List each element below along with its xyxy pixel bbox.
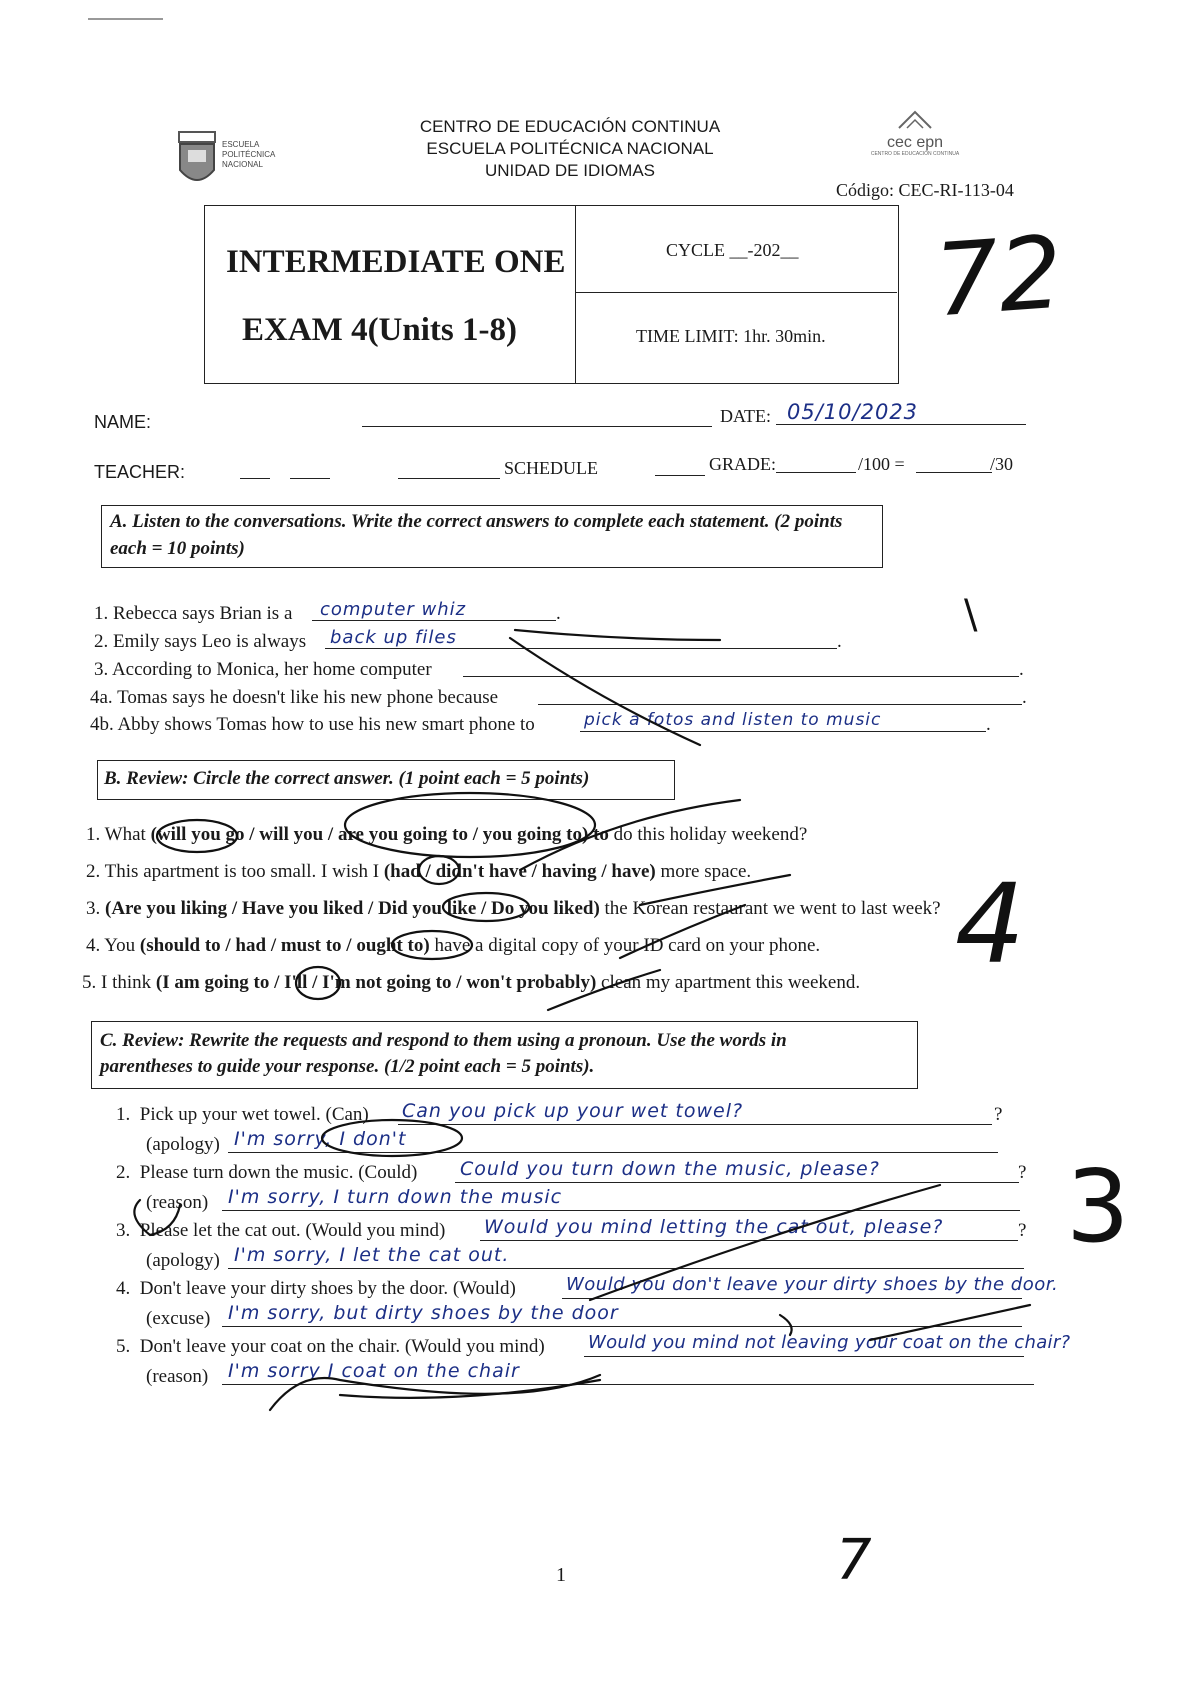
item-end: ?: [1018, 1220, 1027, 1241]
teacher-line: [290, 478, 330, 479]
item-text: Abby shows Tomas how to use his new smart phone to: [117, 714, 535, 735]
item-prompt: Don't leave your coat on the chair. (Would you mind): [139, 1336, 545, 1357]
answer-line: [580, 731, 986, 732]
item-end: ?: [994, 1104, 1003, 1125]
section-c-mark: 3: [1066, 1148, 1130, 1265]
answer-line: [562, 1298, 1022, 1299]
answer-line: [480, 1240, 1018, 1241]
item-suffix: do this holiday weekend?: [608, 824, 808, 845]
response-label: (apology): [146, 1134, 220, 1155]
item-end: .: [986, 714, 991, 735]
item-number: 3.: [116, 1220, 131, 1241]
item-prompt: Pick up your wet towel. (Can): [139, 1104, 369, 1125]
response-label: (reason): [146, 1366, 209, 1387]
answer-line: [538, 704, 1022, 705]
section-a-item: [90, 714, 535, 736]
section-c-item: [116, 1220, 445, 1242]
title-box-divider: [575, 205, 576, 384]
item-number: 3.: [86, 898, 101, 919]
item-prefix: What: [104, 824, 151, 845]
logo-text-line: ESCUELA: [222, 140, 260, 149]
document-code: Código: CEC-RI-113-04: [836, 180, 1014, 200]
item-number: 2.: [94, 631, 109, 652]
section-b-mark: 4: [955, 860, 1025, 988]
section-c-item: [116, 1278, 516, 1300]
cec-logo: [860, 108, 970, 168]
answer-c2[interactable]: Could you turn down the music, please?: [460, 1158, 880, 1180]
item-prefix: I think: [101, 972, 156, 993]
cec-logo-text: cec epn: [886, 134, 944, 151]
shield-icon: [176, 130, 218, 192]
section-c-title-line2: parentheses to guide your response. (1/2 point each = 5 points).: [100, 1056, 595, 1077]
teacher-line: [398, 478, 500, 479]
response-c5[interactable]: I'm sorry I coat on the chair: [228, 1360, 520, 1382]
title-box: [204, 205, 899, 384]
section-c-item: [116, 1336, 545, 1358]
item-text: Emily says Leo is always: [113, 631, 307, 652]
answer-c1[interactable]: Can you pick up your wet towel?: [402, 1100, 744, 1122]
item-number: 4.: [86, 935, 101, 956]
answer-line: [222, 1326, 1022, 1327]
epn-logo: [176, 130, 276, 192]
roof-icon: [895, 108, 935, 130]
item-number: 4a.: [90, 687, 113, 708]
logo-text-line: NACIONAL: [222, 160, 263, 169]
institution-header: [400, 116, 740, 182]
item-number: 5.: [116, 1336, 131, 1357]
grade-suffix-30: /30: [990, 454, 1014, 474]
choice-group[interactable]: (had / didn't have / having / have): [383, 861, 656, 882]
date-label: DATE:: [720, 406, 771, 426]
answer-c4[interactable]: Would you don't leave your dirty shoes by the door.: [566, 1274, 1059, 1295]
item-suffix: the Korean restaurant we went to last week?: [599, 898, 941, 919]
grade-suffix-100: /100 =: [858, 454, 905, 474]
section-a-title: A. Listen to the conversations. Write the correct answers to complete each statement. (2 points each = 10 points): [110, 511, 843, 559]
choice-group[interactable]: (Are you liking / Have you liked / Did you like / Do you liked): [105, 898, 600, 919]
grade-label: GRADE:: [709, 454, 776, 474]
title-box-hdivider: [576, 292, 897, 293]
answer-line: [455, 1182, 1019, 1183]
item-text: Tomas says he doesn't like his new phone because: [117, 687, 499, 708]
item-prompt: Please let the cat out. (Would you mind): [139, 1220, 446, 1241]
answer-line: [463, 676, 1019, 677]
choice-group[interactable]: (I am going to / I'll / I'm not going to / won't probably): [155, 972, 597, 993]
item-number: 3.: [94, 659, 109, 680]
item-number: 2.: [86, 861, 101, 882]
schedule-label: SCHEDULE: [504, 458, 598, 478]
item-prefix: This apartment is too small. I wish I: [104, 861, 384, 882]
total-grade-mark: 72: [931, 213, 1067, 340]
answer-line: [228, 1152, 998, 1153]
item-number: 1.: [116, 1104, 131, 1125]
item-suffix: more space.: [655, 861, 752, 882]
answer-line: [222, 1384, 1034, 1385]
item-number: 1.: [94, 603, 109, 624]
section-b-item: [86, 824, 807, 846]
date-value: 05/10/2023: [787, 400, 919, 424]
section-a-item: [94, 603, 292, 625]
answer-c3[interactable]: Would you mind letting the cat out, please?: [484, 1216, 944, 1238]
section-b-title: B. Review: Circle the correct answer. (1 point each = 5 points): [104, 768, 590, 789]
answer-a1[interactable]: computer whiz: [320, 599, 467, 620]
answer-a4b[interactable]: pick a fotos and listen to music: [584, 710, 882, 730]
institution-line: UNIDAD DE IDIOMAS: [484, 161, 656, 180]
section-a-item: [94, 659, 432, 681]
response-c4[interactable]: I'm sorry, but dirty shoes by the door: [228, 1302, 619, 1324]
section-b-item: [82, 972, 860, 994]
item-suffix: clean my apartment this weekend.: [596, 972, 861, 993]
section-a-item: [94, 631, 306, 653]
cycle-label: CYCLE __-202__: [666, 240, 799, 260]
answer-line: [584, 1356, 1024, 1357]
bottom-mark: 7: [836, 1528, 872, 1593]
item-number: 4.: [116, 1278, 131, 1299]
grade-line: [916, 472, 992, 473]
scan-mark: [88, 18, 163, 20]
item-text: Rebecca says Brian is a: [113, 603, 293, 624]
response-label: (excuse): [146, 1308, 211, 1329]
section-a-mark: \: [964, 592, 978, 638]
item-end: ?: [1018, 1162, 1027, 1183]
section-a-item: [90, 687, 498, 709]
section-b-item: [86, 935, 820, 957]
item-prefix: You: [104, 935, 140, 956]
item-prompt: Don't leave your dirty shoes by the door. (Would): [139, 1278, 516, 1299]
answer-a2[interactable]: back up files: [330, 627, 457, 648]
page-number: 1: [556, 1564, 566, 1586]
section-b-item: [86, 898, 941, 920]
item-number: 1.: [86, 824, 101, 845]
schedule-line: [655, 475, 705, 476]
section-c-item: [116, 1162, 417, 1184]
answer-c5[interactable]: Would you mind not leaving your coat on the chair?: [588, 1332, 1071, 1353]
teacher-line: [240, 478, 270, 479]
item-number: 2.: [116, 1162, 131, 1183]
response-label: (reason): [146, 1192, 209, 1213]
answer-line: [228, 1268, 1024, 1269]
item-end: .: [837, 631, 842, 652]
teacher-label: TEACHER:: [94, 462, 186, 482]
item-text: According to Monica, her home computer: [111, 659, 432, 680]
answer-line: [325, 648, 837, 649]
item-prompt: Please turn down the music. (Could): [139, 1162, 418, 1183]
item-number: 4b.: [90, 714, 114, 735]
time-limit-label: TIME LIMIT: 1hr. 30min.: [636, 326, 826, 346]
grade-line: [776, 472, 856, 473]
name-label: NAME:: [94, 412, 152, 432]
cec-logo-subtext: CENTRO DE EDUCACIÓN CONTINUA: [870, 151, 960, 157]
item-end: .: [1019, 659, 1024, 680]
section-c-title-line1: C. Review: Rewrite the requests and respond to them using a pronoun. Use the words in: [100, 1030, 787, 1051]
exam-title: INTERMEDIATE ONE: [226, 244, 566, 280]
item-end: .: [556, 603, 561, 624]
response-c1[interactable]: I'm sorry, I don't: [234, 1128, 407, 1150]
choice-group[interactable]: (will you go / will you / are you going to / you going to) to: [150, 824, 609, 845]
date-line: [776, 424, 1026, 425]
response-label: (apology): [146, 1250, 220, 1271]
institution-line: CENTRO DE EDUCACIÓN CONTINUA: [419, 117, 721, 136]
response-c2[interactable]: I'm sorry, I turn down the music: [228, 1186, 563, 1208]
item-number: 5.: [82, 972, 97, 993]
section-b-item: [86, 861, 751, 883]
response-c3[interactable]: I'm sorry, I let the cat out.: [234, 1244, 510, 1266]
choice-group[interactable]: (should to / had / must to / ought to): [139, 935, 430, 956]
name-line: [362, 426, 712, 427]
item-end: .: [1022, 687, 1027, 708]
section-c-item: [116, 1104, 369, 1126]
institution-line: ESCUELA POLITÉCNICA NACIONAL: [426, 139, 714, 158]
answer-line: [312, 620, 556, 621]
answer-line: [398, 1124, 992, 1125]
exam-subtitle: EXAM 4(Units 1-8): [242, 312, 517, 348]
item-suffix: have a digital copy of your ID card on your phone.: [429, 935, 821, 956]
logo-text-line: POLITÉCNICA: [222, 150, 276, 159]
answer-line: [222, 1210, 1020, 1211]
